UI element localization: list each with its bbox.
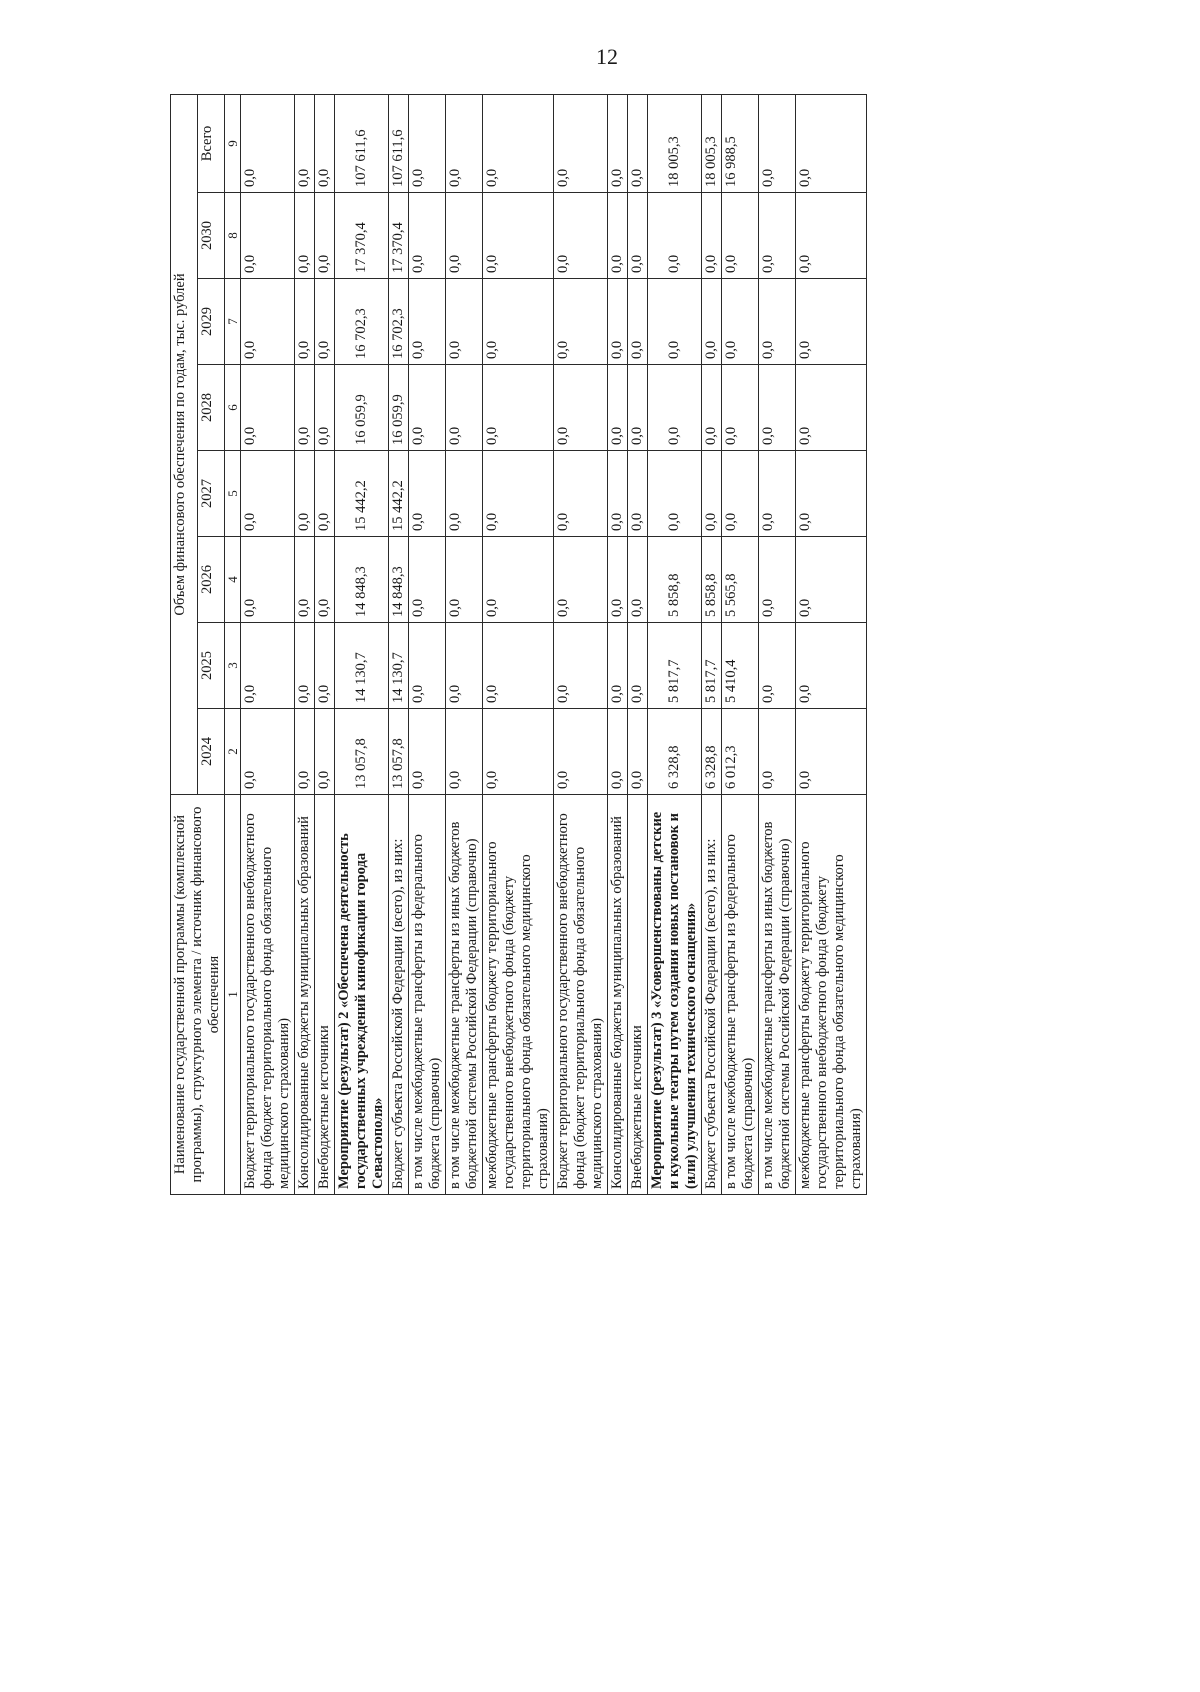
- value-cell: 0,0: [759, 709, 796, 795]
- value-cell: 0,0: [409, 537, 446, 623]
- value-cell: 0,0: [295, 365, 315, 451]
- row-label: в том числе межбюджетные трансферты из иных бюджетов бюджетной системы Российской Федерации (справочно): [446, 795, 483, 1195]
- row-label: Мероприятие (результат) 3 «Усовершенствованы детские и кукольные театры путем создания новых постановок и (или) улучшения технического оснащения»: [648, 795, 702, 1195]
- value-cell: 0,0: [759, 279, 796, 365]
- value-cell: 13 057,8: [389, 709, 409, 795]
- value-cell: 107 611,6: [335, 94, 389, 192]
- value-cell: 0,0: [796, 623, 867, 709]
- column-number: 9: [225, 94, 241, 192]
- row-label: Внебюджетные источники: [628, 795, 648, 1195]
- value-cell: 0,0: [702, 279, 722, 365]
- value-cell: 0,0: [315, 709, 335, 795]
- value-cell: 0,0: [409, 623, 446, 709]
- value-cell: 0,0: [608, 709, 628, 795]
- value-cell: 18 005,3: [702, 94, 722, 192]
- row-label: Бюджет субъекта Российской Федерации (всего), из них:: [389, 795, 409, 1195]
- value-cell: 0,0: [483, 623, 554, 709]
- value-cell: 0,0: [759, 623, 796, 709]
- value-cell: 0,0: [295, 537, 315, 623]
- value-cell: 0,0: [315, 193, 335, 279]
- value-cell: 17 370,4: [389, 193, 409, 279]
- value-cell: 0,0: [483, 365, 554, 451]
- value-cell: 0,0: [608, 193, 628, 279]
- value-cell: 0,0: [796, 279, 867, 365]
- value-cell: 0,0: [409, 279, 446, 365]
- value-cell: 0,0: [241, 94, 295, 192]
- value-cell: 0,0: [554, 451, 608, 537]
- value-cell: 0,0: [759, 94, 796, 192]
- value-cell: 0,0: [315, 279, 335, 365]
- value-cell: 0,0: [483, 279, 554, 365]
- value-cell: 0,0: [315, 451, 335, 537]
- value-cell: 0,0: [648, 279, 702, 365]
- value-cell: 0,0: [241, 623, 295, 709]
- value-cell: 0,0: [446, 537, 483, 623]
- value-cell: 0,0: [722, 365, 759, 451]
- column-number: 8: [225, 193, 241, 279]
- column-number: 5: [225, 451, 241, 537]
- value-cell: 0,0: [409, 94, 446, 192]
- value-cell: 0,0: [409, 451, 446, 537]
- value-cell: 0,0: [608, 94, 628, 192]
- table-row: [409, 94, 446, 1194]
- value-cell: 0,0: [608, 365, 628, 451]
- year-header: 2025: [198, 623, 225, 709]
- table-row: [628, 94, 648, 1194]
- table-row: [315, 94, 335, 1194]
- row-label: в том числе межбюджетные трансферты из иных бюджетов бюджетной системы Российской Федерации (справочно): [759, 795, 796, 1195]
- value-cell: 0,0: [608, 451, 628, 537]
- value-cell: 0,0: [759, 193, 796, 279]
- row-label: Консолидированные бюджеты муниципальных образований: [295, 795, 315, 1195]
- value-cell: 0,0: [295, 279, 315, 365]
- column-number: 2: [225, 709, 241, 795]
- value-cell: 6 012,3: [722, 709, 759, 795]
- value-cell: 16 059,9: [389, 365, 409, 451]
- table-row: [759, 94, 796, 1194]
- value-cell: 0,0: [554, 193, 608, 279]
- value-cell: 0,0: [796, 94, 867, 192]
- value-cell: 16 059,9: [335, 365, 389, 451]
- value-cell: 15 442,2: [389, 451, 409, 537]
- table-row: [295, 94, 315, 1194]
- value-cell: 0,0: [483, 537, 554, 623]
- value-cell: 16 702,3: [335, 279, 389, 365]
- table-row: [446, 94, 483, 1194]
- financing-table: [170, 94, 867, 1195]
- value-cell: 14 130,7: [335, 623, 389, 709]
- value-cell: 0,0: [315, 94, 335, 192]
- value-cell: 0,0: [409, 709, 446, 795]
- value-cell: 0,0: [759, 451, 796, 537]
- value-cell: 0,0: [241, 279, 295, 365]
- column-number: 3: [225, 623, 241, 709]
- value-cell: 0,0: [628, 193, 648, 279]
- value-cell: 0,0: [409, 365, 446, 451]
- value-cell: 5 817,7: [648, 623, 702, 709]
- value-cell: 0,0: [446, 94, 483, 192]
- value-cell: 0,0: [608, 279, 628, 365]
- table-row: [648, 94, 702, 1194]
- value-cell: 0,0: [446, 709, 483, 795]
- page-number: 12: [596, 44, 618, 69]
- value-cell: 107 611,6: [389, 94, 409, 192]
- value-cell: 0,0: [759, 537, 796, 623]
- value-cell: 0,0: [241, 193, 295, 279]
- value-cell: 0,0: [648, 365, 702, 451]
- value-cell: 0,0: [608, 623, 628, 709]
- value-cell: 0,0: [446, 365, 483, 451]
- value-cell: 0,0: [483, 709, 554, 795]
- volume-header: Объем финансового обеспечения по годам, тыс. рублей: [171, 94, 198, 794]
- value-cell: 0,0: [315, 537, 335, 623]
- table-row: [554, 94, 608, 1194]
- value-cell: 0,0: [409, 193, 446, 279]
- year-header: 2030: [198, 193, 225, 279]
- year-header: 2029: [198, 279, 225, 365]
- value-cell: 0,0: [446, 623, 483, 709]
- value-cell: 0,0: [554, 537, 608, 623]
- value-cell: 0,0: [483, 193, 554, 279]
- year-header: 2024: [198, 709, 225, 795]
- value-cell: 5 817,7: [702, 623, 722, 709]
- row-label: в том числе межбюджетные трансферты из федерального бюджета (справочно): [409, 795, 446, 1195]
- value-cell: 0,0: [295, 709, 315, 795]
- column-number: 7: [225, 279, 241, 365]
- column-number-row: [225, 94, 241, 1194]
- value-cell: 17 370,4: [335, 193, 389, 279]
- value-cell: 16 988,5: [722, 94, 759, 192]
- value-cell: 0,0: [702, 451, 722, 537]
- value-cell: 0,0: [722, 279, 759, 365]
- value-cell: 0,0: [722, 193, 759, 279]
- value-cell: 0,0: [796, 451, 867, 537]
- name-column-header: Наименование государственной программы (комплексной программы), структурного элемента / источник финансового обеспечения: [171, 795, 225, 1195]
- row-label: Внебюджетные источники: [315, 795, 335, 1195]
- value-cell: 0,0: [446, 279, 483, 365]
- table-row: [702, 94, 722, 1194]
- table-row: [796, 94, 867, 1194]
- value-cell: 0,0: [241, 365, 295, 451]
- value-cell: 0,0: [796, 365, 867, 451]
- row-label: Бюджет территориального государственного внебюджетного фонда (бюджет территориального фонда обязательного медицинского страхования): [241, 795, 295, 1195]
- value-cell: 0,0: [796, 193, 867, 279]
- value-cell: 0,0: [759, 365, 796, 451]
- table-row: [389, 94, 409, 1194]
- value-cell: 0,0: [554, 94, 608, 192]
- value-cell: 0,0: [648, 193, 702, 279]
- value-cell: 0,0: [295, 94, 315, 192]
- table-row: [608, 94, 628, 1194]
- table-row: [335, 94, 389, 1194]
- value-cell: 6 328,8: [702, 709, 722, 795]
- value-cell: 0,0: [554, 623, 608, 709]
- value-cell: 0,0: [796, 709, 867, 795]
- value-cell: 0,0: [608, 537, 628, 623]
- column-number: 4: [225, 537, 241, 623]
- value-cell: 0,0: [241, 537, 295, 623]
- value-cell: 0,0: [648, 451, 702, 537]
- row-label: межбюджетные трансферты бюджету территориального государственного внебюджетного фонда (бюджету территориального фонда обязательного медицинского страхования): [796, 795, 867, 1195]
- value-cell: 13 057,8: [335, 709, 389, 795]
- row-label: Бюджет территориального государственного внебюджетного фонда (бюджет территориального фонда обязательного медицинского страхования): [554, 795, 608, 1195]
- table-body: [241, 94, 867, 1194]
- row-label: в том числе межбюджетные трансферты из федерального бюджета (справочно): [722, 795, 759, 1195]
- value-cell: 14 848,3: [335, 537, 389, 623]
- header-row-1: [171, 94, 198, 1194]
- value-cell: 0,0: [295, 451, 315, 537]
- value-cell: 16 702,3: [389, 279, 409, 365]
- row-label: Мероприятие (результат) 2 «Обеспечена деятельность государственных учреждений кинофикации города Севастополя»: [335, 795, 389, 1195]
- value-cell: 0,0: [628, 279, 648, 365]
- table-row: [483, 94, 554, 1194]
- column-number: 1: [225, 795, 241, 1195]
- value-cell: 0,0: [315, 623, 335, 709]
- value-cell: 0,0: [295, 193, 315, 279]
- year-header: 2027: [198, 451, 225, 537]
- row-label: межбюджетные трансферты бюджету территориального государственного внебюджетного фонда (бюджету территориального фонда обязательного медицинского страхования): [483, 795, 554, 1195]
- value-cell: 0,0: [241, 451, 295, 537]
- value-cell: 0,0: [315, 365, 335, 451]
- value-cell: 0,0: [702, 365, 722, 451]
- value-cell: 0,0: [446, 193, 483, 279]
- year-header: 2026: [198, 537, 225, 623]
- value-cell: 5 858,8: [702, 537, 722, 623]
- value-cell: 0,0: [722, 451, 759, 537]
- value-cell: 0,0: [554, 709, 608, 795]
- value-cell: 0,0: [241, 709, 295, 795]
- value-cell: 5 858,8: [648, 537, 702, 623]
- value-cell: 0,0: [628, 537, 648, 623]
- value-cell: 0,0: [628, 94, 648, 192]
- value-cell: 0,0: [483, 451, 554, 537]
- total-header: Всего: [198, 94, 225, 192]
- value-cell: 18 005,3: [648, 94, 702, 192]
- value-cell: 0,0: [628, 709, 648, 795]
- column-number: 6: [225, 365, 241, 451]
- value-cell: 0,0: [446, 451, 483, 537]
- rotated-table-container: [170, 95, 1040, 1195]
- value-cell: 0,0: [483, 94, 554, 192]
- value-cell: 0,0: [554, 279, 608, 365]
- value-cell: 0,0: [628, 451, 648, 537]
- value-cell: 5 565,8: [722, 537, 759, 623]
- value-cell: 0,0: [702, 193, 722, 279]
- value-cell: 14 130,7: [389, 623, 409, 709]
- value-cell: 0,0: [628, 365, 648, 451]
- value-cell: 5 410,4: [722, 623, 759, 709]
- value-cell: 0,0: [796, 537, 867, 623]
- table-row: [241, 94, 295, 1194]
- value-cell: 14 848,3: [389, 537, 409, 623]
- value-cell: 15 442,2: [335, 451, 389, 537]
- table-row: [722, 94, 759, 1194]
- value-cell: 6 328,8: [648, 709, 702, 795]
- year-header: 2028: [198, 365, 225, 451]
- row-label: Бюджет субъекта Российской Федерации (всего), из них:: [702, 795, 722, 1195]
- value-cell: 0,0: [554, 365, 608, 451]
- value-cell: 0,0: [628, 623, 648, 709]
- row-label: Консолидированные бюджеты муниципальных образований: [608, 795, 628, 1195]
- value-cell: 0,0: [295, 623, 315, 709]
